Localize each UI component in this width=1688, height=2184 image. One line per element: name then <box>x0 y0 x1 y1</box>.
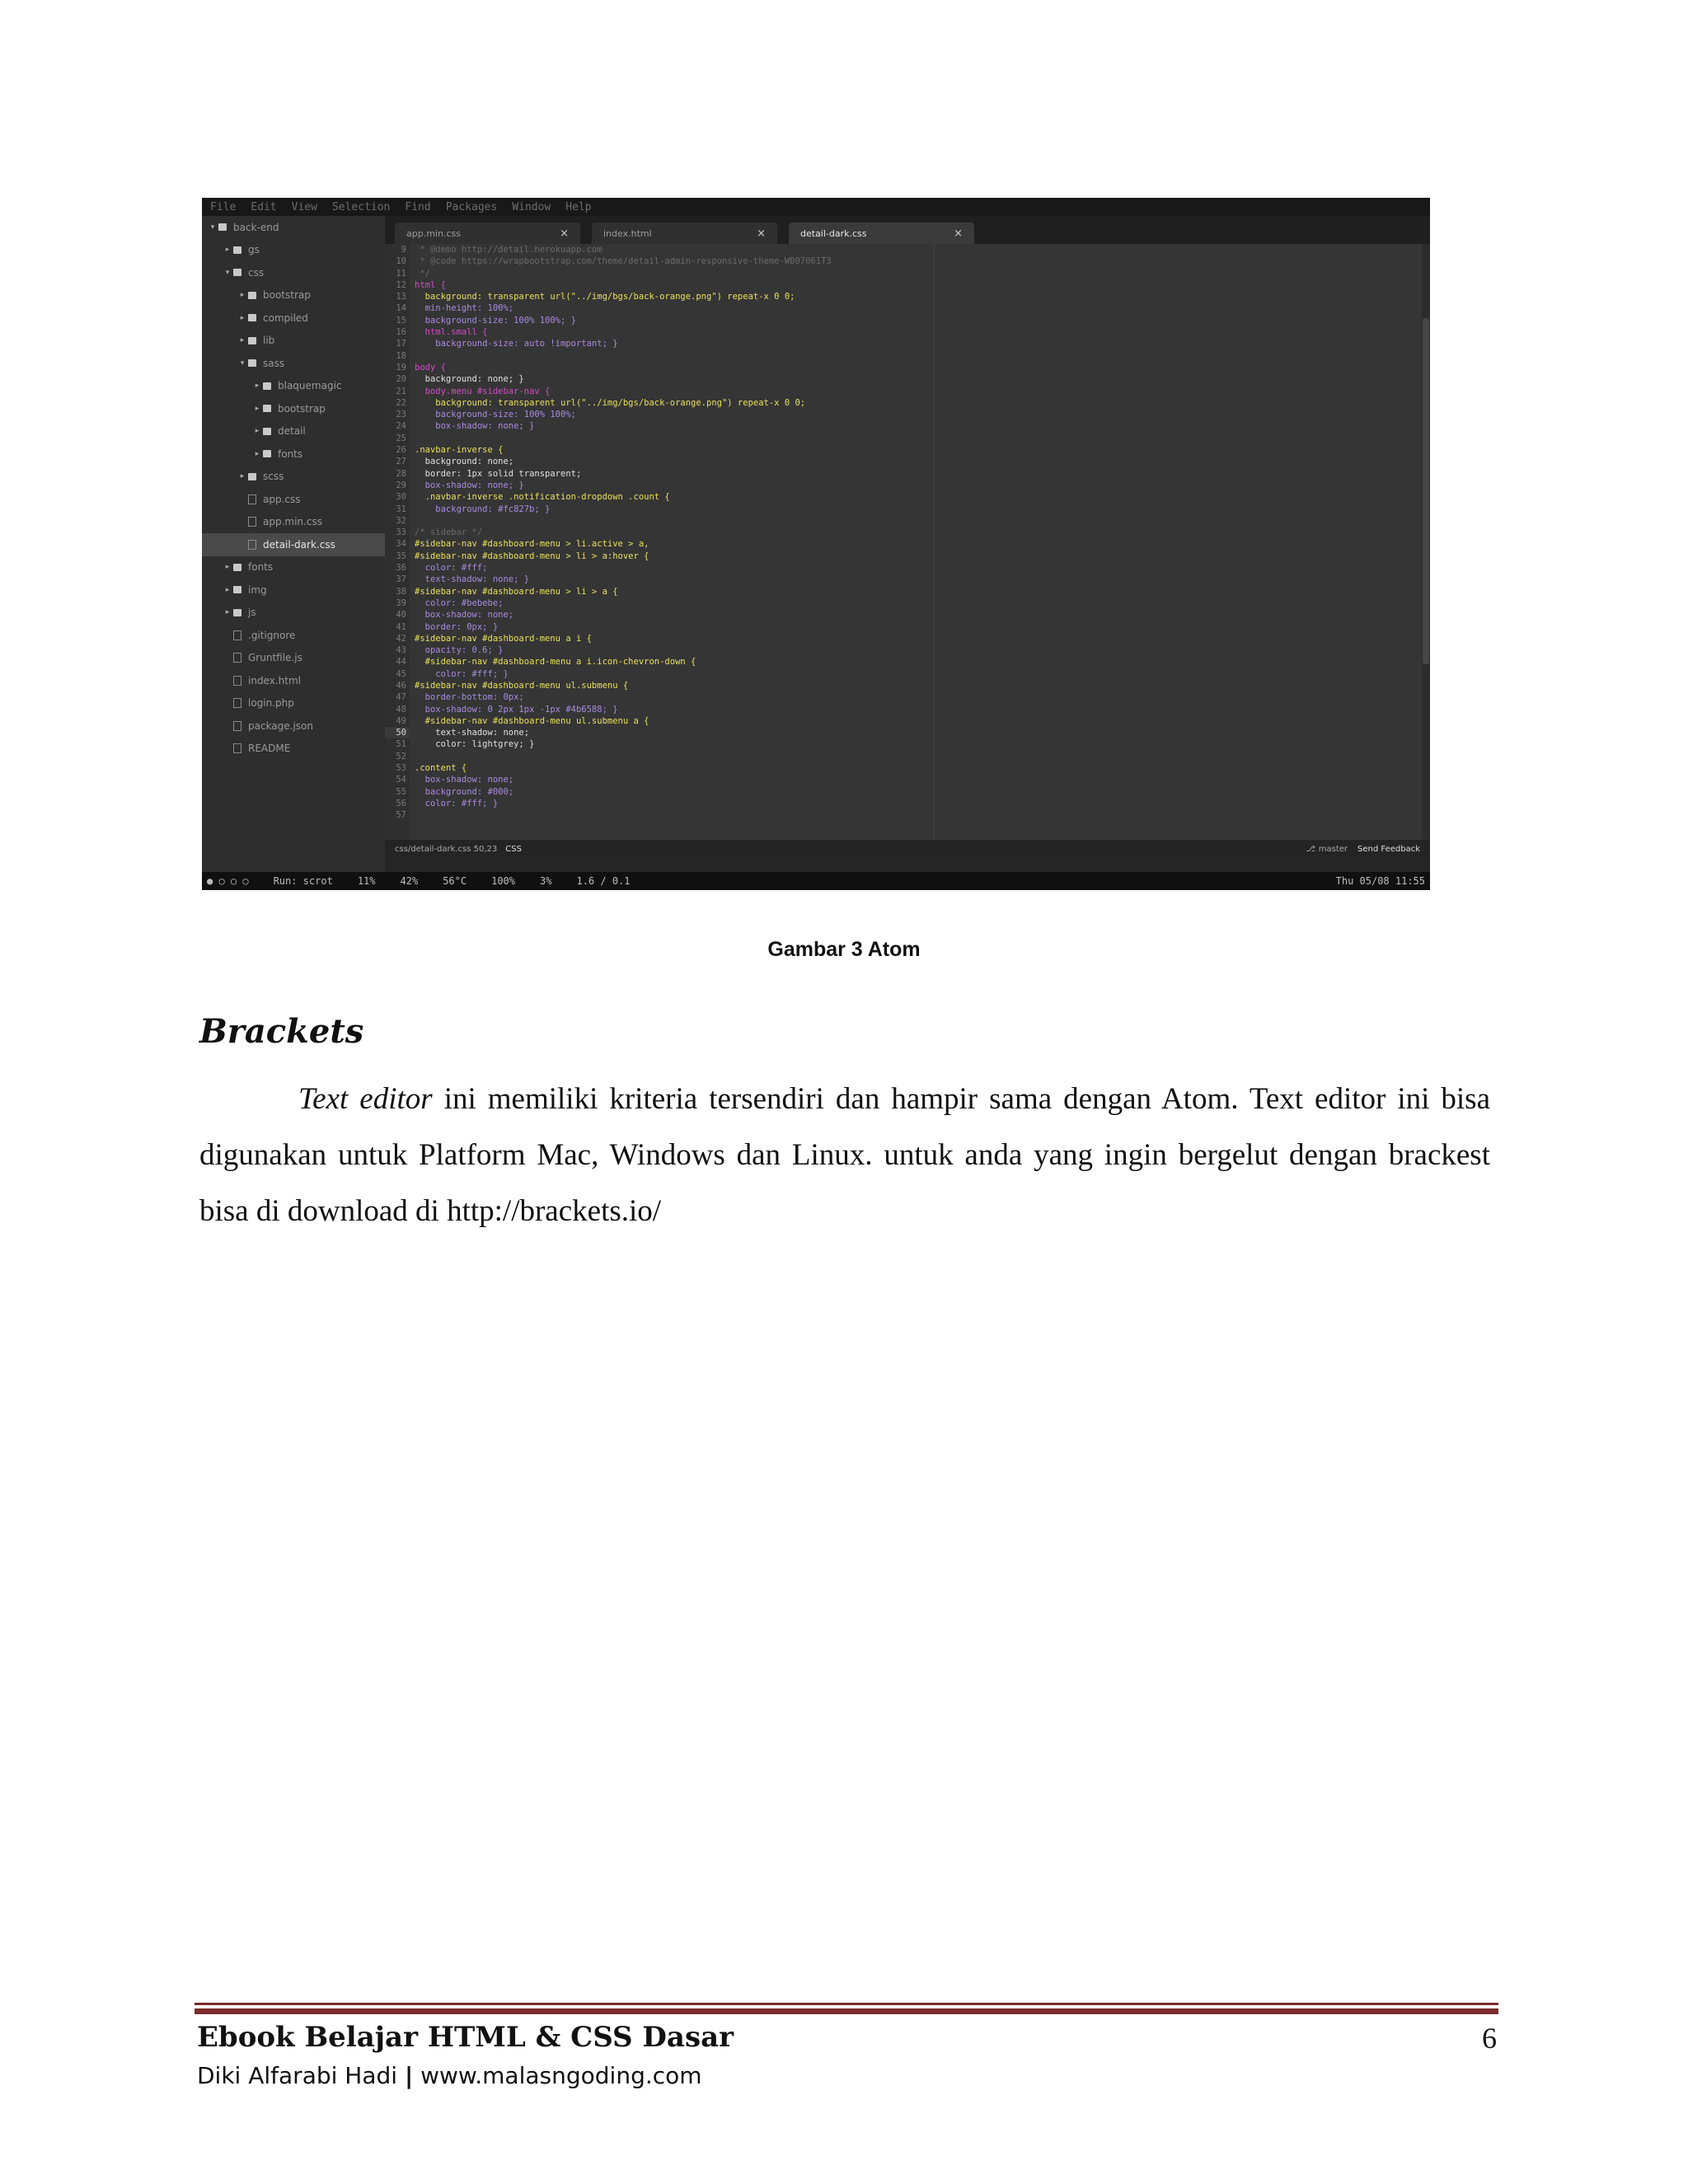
line-number: 37 <box>396 574 406 585</box>
close-icon: × <box>954 227 963 240</box>
line-number: 46 <box>396 680 406 691</box>
file-icon <box>233 721 241 731</box>
tree-item <box>202 239 385 262</box>
tree-item-label: sass <box>263 357 285 369</box>
tree-item-label: back-end <box>233 221 279 233</box>
editor-tabs <box>385 216 1430 244</box>
code-line: color: #fff; } <box>415 668 509 679</box>
body-paragraph <box>199 1071 1490 1240</box>
disclosure-arrow-icon: ▸ <box>255 449 260 458</box>
line-number: 54 <box>396 775 406 785</box>
desktop-taskbar <box>202 872 1430 890</box>
code-line: #sidebar-nav #dashboard-menu > li > a:hover { <box>415 551 649 561</box>
code-line: background: none; } <box>415 374 524 385</box>
tree-item <box>202 420 385 443</box>
line-number: 51 <box>396 739 406 750</box>
taskbar-mem: 42% <box>400 875 419 887</box>
tree-item-label: css <box>248 266 265 279</box>
code-line: border: 0px; } <box>415 621 499 632</box>
footer-site: www.malasngoding.com <box>420 2062 702 2089</box>
line-number: 21 <box>396 386 406 396</box>
line-number: 35 <box>396 551 406 561</box>
tree-item-label: app.css <box>263 493 301 505</box>
taskbar-temp: 56°C <box>443 875 467 887</box>
tree-item <box>202 669 385 692</box>
code-line: * @demo http://detail.herokuapp.com <box>415 245 603 255</box>
code-line: border-bottom: 0px; <box>415 692 524 703</box>
editor-tab <box>592 223 777 244</box>
footer-book-title: Ebook Belajar HTML & CSS Dasar <box>197 2021 734 2054</box>
tree-item <box>202 375 385 398</box>
tree-item <box>202 738 385 761</box>
menu-item-packages: Packages <box>445 200 498 213</box>
tree-item <box>202 261 385 284</box>
line-number: 16 <box>396 327 406 338</box>
code-line <box>415 809 832 821</box>
file-icon <box>248 494 256 504</box>
editor-tab <box>789 223 974 244</box>
status-branch: master <box>1318 844 1348 854</box>
line-number: 11 <box>396 268 406 279</box>
page-number: 6 <box>1482 2022 1497 2055</box>
tree-item-label: scss <box>263 471 284 483</box>
tree-item-label: login.php <box>248 697 294 710</box>
tree-item <box>202 624 385 647</box>
code-line: box-shadow: none; } <box>415 480 524 490</box>
code-line: min-height: 100%; <box>415 303 514 314</box>
code-line <box>415 350 832 362</box>
disclosure-arrow-icon: ▾ <box>225 268 230 277</box>
tree-item-label: detail <box>278 425 306 438</box>
code-line: background: transparent url("../img/bgs/back-orange.png") repeat-x 0 0; <box>415 397 806 408</box>
line-number: 26 <box>396 445 406 456</box>
disclosure-arrow-icon: ▸ <box>255 382 260 391</box>
disclosure-arrow-icon: ▸ <box>255 427 260 436</box>
code-line: box-shadow: none; <box>415 610 514 621</box>
tree-item <box>202 602 385 625</box>
folder-icon <box>233 609 241 616</box>
folder-icon <box>248 314 256 321</box>
file-icon <box>233 698 241 708</box>
paragraph-emphasis: Text editor <box>298 1082 433 1116</box>
line-number: 20 <box>396 374 406 385</box>
tree-item-label: .gitignore <box>248 629 296 641</box>
disclosure-arrow-icon: ▸ <box>240 336 245 345</box>
tree-item-label: blaquemagic <box>278 380 342 392</box>
tree-item <box>202 533 385 556</box>
footer-rule-thin <box>195 2003 1498 2005</box>
line-number: 30 <box>396 492 406 503</box>
status-feedback: Send Feedback <box>1357 844 1420 854</box>
line-number: 38 <box>396 586 406 597</box>
folder-icon <box>248 473 256 480</box>
code-line: text-shadow: none; } <box>415 574 530 585</box>
tree-item <box>202 284 385 307</box>
code-line: color: #fff; } <box>415 798 499 808</box>
file-tree <box>202 216 385 872</box>
code-line: box-shadow: 0 2px 1px -1px #4b6588; } <box>415 704 618 715</box>
code-line: background: transparent url("../img/bgs/back-orange.png") repeat-x 0 0; <box>415 292 795 302</box>
tree-item-label: img <box>248 583 267 596</box>
disclosure-arrow-icon: ▸ <box>225 563 230 572</box>
line-number: 55 <box>396 786 406 797</box>
close-icon: × <box>757 227 766 240</box>
code-lines <box>415 244 832 822</box>
file-icon <box>233 653 241 663</box>
line-number: 42 <box>396 633 406 644</box>
code-line: #sidebar-nav #dashboard-menu a i { <box>415 633 592 644</box>
code-line: background: none; <box>415 457 514 467</box>
code-line: */ <box>415 268 430 279</box>
line-number: 22 <box>396 397 406 408</box>
disclosure-arrow-icon: ▸ <box>255 404 260 413</box>
line-number: 41 <box>396 621 406 632</box>
line-number: 12 <box>396 279 406 290</box>
line-number: 53 <box>396 763 406 774</box>
code-line: background: #fc827b; } <box>415 504 551 514</box>
disclosure-arrow-icon: ▾ <box>210 223 215 232</box>
code-line: box-shadow: none; <box>415 775 514 785</box>
line-number: 49 <box>396 715 406 726</box>
tab-label: detail-dark.css <box>800 227 867 239</box>
footer-rule-thick <box>195 2008 1498 2014</box>
close-icon: × <box>560 227 569 240</box>
code-line: opacity: 0.6; } <box>415 645 504 656</box>
taskbar-cpu: 11% <box>357 875 376 887</box>
tree-item <box>202 397 385 420</box>
file-icon <box>233 676 241 686</box>
line-number: 34 <box>396 539 406 550</box>
tree-item-label: bootstrap <box>263 289 311 302</box>
line-number: 18 <box>396 350 406 361</box>
line-number: 36 <box>396 563 406 574</box>
code-line: #sidebar-nav #dashboard-menu a i.icon-chevron-down { <box>415 657 696 668</box>
tree-item-label: package.json <box>248 719 314 732</box>
code-line <box>415 433 832 444</box>
menu-item-find: Find <box>405 200 431 213</box>
code-line: color: lightgrey; } <box>415 739 535 750</box>
status-grammar: CSS <box>505 844 522 854</box>
tree-item <box>202 216 385 239</box>
tree-item <box>202 692 385 715</box>
footer-separator: | <box>404 2062 414 2089</box>
tree-item <box>202 443 385 466</box>
tree-item <box>202 579 385 602</box>
line-number: 47 <box>396 692 406 703</box>
file-icon <box>248 540 256 550</box>
wrap-guide <box>934 244 935 840</box>
line-number: 57 <box>396 810 406 821</box>
file-icon <box>233 630 241 640</box>
editor-tab <box>395 223 580 244</box>
line-number: 14 <box>396 303 406 314</box>
line-number-gutter <box>385 244 410 840</box>
code-line: background: #000; <box>415 786 514 797</box>
disclosure-arrow-icon: ▸ <box>225 608 230 617</box>
line-number: 43 <box>396 645 406 656</box>
disclosure-arrow-icon: ▸ <box>240 291 245 300</box>
tree-item-label: lib <box>263 335 275 347</box>
tree-item-label: fonts <box>278 448 303 460</box>
code-line: body { <box>415 362 446 373</box>
code-line: body.menu #sidebar-nav { <box>415 386 551 396</box>
line-number: 31 <box>396 504 406 514</box>
tab-label: index.html <box>603 227 652 239</box>
line-number: 19 <box>396 362 406 373</box>
line-number: 9 <box>401 245 406 255</box>
taskbar-run: Run: scrot <box>273 875 333 887</box>
code-line: border: 1px solid transparent; <box>415 468 582 479</box>
folder-icon <box>263 450 271 457</box>
atom-editor-screenshot <box>202 198 1430 890</box>
code-line: color: #fff; <box>415 563 488 574</box>
tab-label: app.min.css <box>406 227 461 239</box>
menu-item-file: File <box>210 200 237 213</box>
line-number: 56 <box>396 798 406 808</box>
menu-item-selection: Selection <box>331 200 391 213</box>
tree-item <box>202 488 385 511</box>
line-number: 28 <box>396 468 406 479</box>
line-number: 24 <box>396 421 406 432</box>
code-line: #sidebar-nav #dashboard-menu > li.active > a, <box>415 539 649 550</box>
code-line: #sidebar-nav #dashboard-menu ul.submenu a { <box>415 715 649 726</box>
folder-icon <box>248 359 256 367</box>
code-line: text-shadow: none; <box>415 728 530 738</box>
section-heading: Brackets <box>199 1012 364 1051</box>
menu-bar <box>202 198 1430 216</box>
line-number: 39 <box>396 598 406 608</box>
tree-item <box>202 466 385 489</box>
tree-item <box>202 715 385 738</box>
line-number: 52 <box>396 751 406 762</box>
menu-item-view: View <box>291 200 317 213</box>
tree-item-label: js <box>248 607 256 619</box>
disclosure-arrow-icon: ▸ <box>225 585 230 594</box>
code-line: background-size: 100% 100%; } <box>415 315 576 326</box>
tree-item <box>202 307 385 330</box>
tree-item-label: gs <box>248 244 260 256</box>
taskbar-clock: Thu 05/08 11:55 <box>1335 875 1425 887</box>
code-line: background-size: auto !important; } <box>415 339 618 349</box>
taskbar-volume: 100% <box>491 875 516 887</box>
menu-item-edit: Edit <box>251 200 277 213</box>
folder-icon <box>263 405 271 412</box>
line-number: 13 <box>396 292 406 302</box>
taskbar-battery: 3% <box>540 875 552 887</box>
folder-icon <box>233 246 241 254</box>
status-path: css/detail-dark.css 50,23 <box>395 844 498 854</box>
tree-item-label: index.html <box>248 674 301 687</box>
line-number: 32 <box>396 515 406 526</box>
line-number: 40 <box>396 610 406 621</box>
tree-item-label: compiled <box>263 312 308 324</box>
menu-item-help: Help <box>565 200 592 213</box>
menu-item-window: Window <box>512 200 551 213</box>
line-number: 15 <box>396 315 406 326</box>
tree-item <box>202 330 385 353</box>
code-line: html.small { <box>415 327 488 338</box>
line-number: 25 <box>396 433 406 443</box>
footer-author: Diki Alfarabi Hadi <box>197 2062 398 2089</box>
code-line <box>415 751 832 762</box>
line-number: 27 <box>396 457 406 467</box>
code-line: background-size: 100% 100%; <box>415 410 576 420</box>
tree-item-label: app.min.css <box>263 516 322 528</box>
tree-item-label: README <box>248 743 291 755</box>
taskbar-network: 1.6 / 0.1 <box>576 875 631 887</box>
folder-icon <box>248 292 256 299</box>
line-number: 29 <box>396 480 406 490</box>
tree-item-label: Gruntfile.js <box>248 652 302 664</box>
tree-item <box>202 352 385 375</box>
taskbar-workspaces: ● ○ ○ ○ <box>207 875 249 887</box>
code-line: .navbar-inverse { <box>415 445 504 456</box>
code-editor <box>385 244 1430 840</box>
code-line: color: #bebebe; <box>415 598 504 608</box>
tree-item <box>202 556 385 579</box>
disclosure-arrow-icon: ▸ <box>240 472 245 481</box>
paragraph-text: ini memiliki kriteria tersendiri dan hampir sama dengan Atom. Text editor ini bisa digunakan untuk Platform Mac, Windows dan Linux. untuk anda yang ingin bergelut dengan brackest bisa di download di http://brackets.io/ <box>199 1082 1490 1228</box>
folder-icon <box>233 586 241 593</box>
folder-icon <box>233 269 241 276</box>
scroll-thumb <box>1423 318 1429 664</box>
line-number: 17 <box>396 339 406 349</box>
line-number: 10 <box>396 256 406 267</box>
line-number: 33 <box>396 527 406 538</box>
line-number: 50 <box>385 727 410 738</box>
code-line: box-shadow: none; } <box>415 421 535 432</box>
line-number: 45 <box>396 668 406 679</box>
file-icon <box>248 517 256 527</box>
disclosure-arrow-icon: ▸ <box>225 246 230 255</box>
branch-icon: ⎇ <box>1306 844 1315 854</box>
editor-status-bar <box>385 840 1430 858</box>
code-line: /* sidebar */ <box>415 527 483 538</box>
code-line: #sidebar-nav #dashboard-menu ul.submenu { <box>415 680 629 691</box>
line-number: 48 <box>396 704 406 715</box>
code-line: html { <box>415 279 446 290</box>
tree-item-label: bootstrap <box>278 402 326 415</box>
folder-icon <box>218 223 227 231</box>
code-line: .content { <box>415 763 467 774</box>
folder-icon <box>248 337 256 344</box>
folder-icon <box>263 382 271 390</box>
tree-item <box>202 647 385 670</box>
file-icon <box>233 743 241 753</box>
disclosure-arrow-icon: ▸ <box>240 313 245 322</box>
line-number: 44 <box>396 657 406 668</box>
footer-author-line <box>197 2062 702 2089</box>
folder-icon <box>233 564 241 571</box>
tree-item-label: fonts <box>248 561 274 574</box>
code-line <box>415 515 832 527</box>
line-number: 23 <box>396 410 406 420</box>
tree-item <box>202 511 385 534</box>
folder-icon <box>263 428 271 435</box>
disclosure-arrow-icon: ▾ <box>240 359 245 368</box>
code-line: * @code https://wrapbootstrap.com/theme/detail-admin-responsive-theme-WB07061T3 <box>415 256 832 267</box>
code-line: #sidebar-nav #dashboard-menu > li > a { <box>415 586 618 597</box>
tree-item-label: detail-dark.css <box>263 538 335 551</box>
editor-scrollbar <box>1422 244 1430 840</box>
code-line: .navbar-inverse .notification-dropdown .count { <box>415 492 670 503</box>
figure-caption: Gambar 3 Atom <box>767 938 921 961</box>
